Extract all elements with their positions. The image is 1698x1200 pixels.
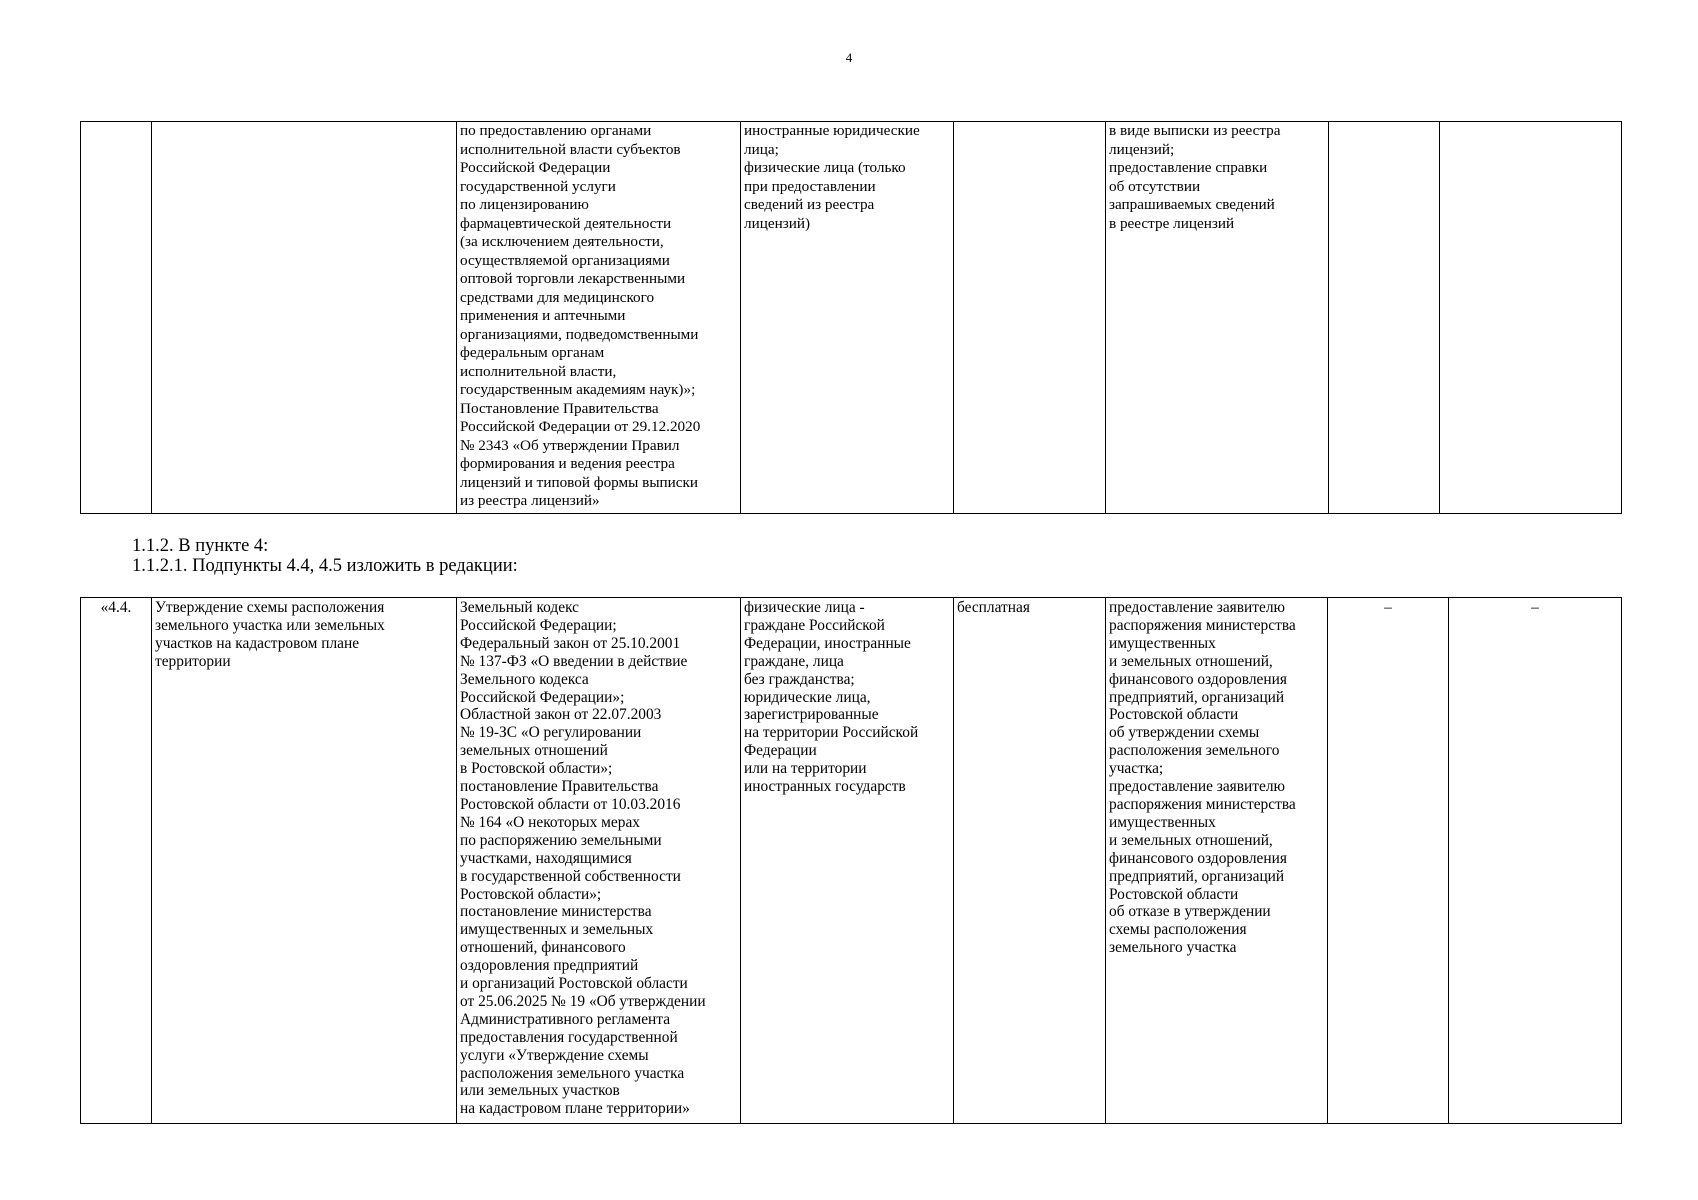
services-table-new-edition xyxy=(80,597,1622,1124)
instruction-paragraph-2: 1.1.2.1. Подпункты 4.4, 4.5 изложить в редакции: xyxy=(132,556,518,576)
page-number: 4 xyxy=(845,50,853,65)
cell-fee: бесплатная xyxy=(954,598,1106,1124)
cell-col8 xyxy=(1440,122,1622,514)
cell-recipients: физические лица - граждане Российской Федерации, иностранные граждане, лица без гражданства; юридические лица, зарегистрированные на территории Российской Федерации или на территории иностранных государств xyxy=(741,598,954,1124)
services-table-continued xyxy=(80,121,1622,514)
cell-recipients: иностранные юридические лица; физические лица (только при предоставлении сведений из реестра лицензий) xyxy=(741,122,954,514)
cell-service-name xyxy=(152,122,457,514)
table-row xyxy=(81,598,1622,1124)
cell-fee xyxy=(954,122,1106,514)
cell-legal-basis: по предоставлению органами исполнительной власти субъектов Российской Федерации государственной услуги по лицензированию фармацевтической деятельности (за исключением деятельности, осуществляемой организациями оптовой торговли лекарственными средствами для медицинского применения и аптечными организациями, подведомственными федеральным органам исполнительной власти, государственным академиям наук)»; Постановление Правительства Российской Федерации от 29.12.2020 № 2343 «Об утверждении Правил формирования и ведения реестра лицензий и типовой формы выписки из реестра лицензий» xyxy=(457,122,741,514)
cell-service-name: Утверждение схемы расположения земельного участка или земельных участков на кадастровом плане территории xyxy=(152,598,457,1124)
instruction-paragraph-1: 1.1.2. В пункте 4: xyxy=(132,536,269,556)
cell-col7: – xyxy=(1328,598,1449,1124)
table-row xyxy=(81,122,1622,514)
cell-number xyxy=(81,122,152,514)
cell-result: в виде выписки из реестра лицензий; предоставление справки об отсутствии запрашиваемых сведений в реестре лицензий xyxy=(1106,122,1329,514)
cell-col8: – xyxy=(1449,598,1622,1124)
cell-col7 xyxy=(1329,122,1440,514)
cell-legal-basis: Земельный кодекс Российской Федерации; Федеральный закон от 25.10.2001 № 137-ФЗ «О введении в действие Земельного кодекса Российской Федерации»; Областной закон от 22.07.2003 № 19-ЗС «О регулировании земельных отношений в Ростовской области»; постановление Правительства Ростовской области от 10.03.2016 № 164 «О некоторых мерах по распоряжению земельными участками, находящимися в государственной собственности Ростовской области»; постановление министерства имущественных и земельных отношений, финансового оздоровления предприятий и организаций Ростовской области от 25.06.2025 № 19 «Об утверждении Административного регламента предоставления государственной услуги «Утверждение схемы расположения земельного участка или земельных участков на кадастровом плане территории» xyxy=(457,598,741,1124)
cell-number: «4.4. xyxy=(81,598,152,1124)
cell-result: предоставление заявителю распоряжения министерства имущественных и земельных отношений, финансового оздоровления предприятий, организаций Ростовской области об утверждении схемы расположения земельного участка; предоставление заявителю распоряжения министерства имущественных и земельных отношений, финансового оздоровления предприятий, организаций Ростовской области об отказе в утверждении схемы расположения земельного участка xyxy=(1106,598,1328,1124)
